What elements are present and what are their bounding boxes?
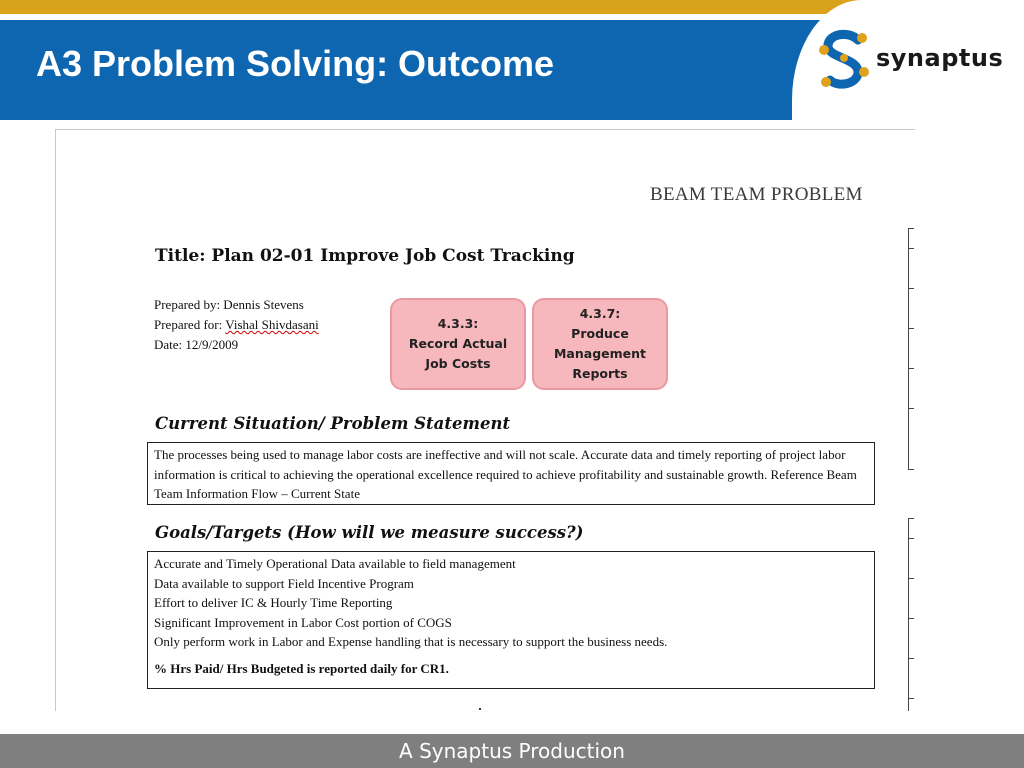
bracket-tick: [908, 368, 914, 369]
prepared-by: Prepared by: Dennis Stevens: [154, 297, 304, 312]
bracket-tick: [908, 408, 914, 409]
current-situation-heading: Current Situation/ Problem Statement: [155, 414, 511, 433]
bracket-tick: [908, 618, 914, 619]
document-date: Date: 12/9/2009: [154, 337, 239, 352]
bracket-tick: [908, 248, 914, 249]
bracket-tick: [908, 698, 914, 699]
current-situation-text: The processes being used to manage labor costs are ineffective and will not scale. Accurate data and timely reporting of project labor information is critical to achieving the operational excellence required to achieve profitability and sustainable growth. Reference Beam Team Information Flow – Current State: [147, 442, 875, 505]
document-meta: [154, 295, 319, 355]
goal-item: Effort to deliver IC & Hourly Time Reporting: [154, 595, 393, 610]
a3-document: [55, 129, 915, 711]
right-column-bracket: [908, 518, 914, 711]
prepared-for: [154, 315, 319, 335]
bracket-tick: [908, 578, 914, 579]
bracket-tick: [908, 288, 914, 289]
goal-item: Accurate and Timely Operational Data available to field management: [154, 556, 516, 571]
goal-item: Only perform work in Labor and Expense handling that is necessary to support the business needs.: [154, 634, 668, 649]
goal-item: Data available to support Field Incentive Program: [154, 575, 414, 591]
process-box-record-job-costs: 4.3.3: Record Actual Job Costs: [390, 298, 526, 390]
slide-title: A3 Problem Solving: Outcome: [36, 43, 555, 84]
goals-box: [147, 551, 875, 689]
synaptus-logo-icon: [818, 28, 870, 92]
prepared-for-label: Prepared for:: [154, 317, 226, 332]
prepared-for-name: Vishal Shivdasani: [225, 317, 319, 332]
document-title: Title: Plan 02-01 Improve Job Cost Tracking: [155, 246, 575, 266]
process-box-management-reports: 4.3.7: Produce Management Reports: [532, 298, 668, 390]
footer-bar: [0, 734, 1024, 768]
logo-wordmark: synaptus: [876, 44, 1004, 72]
goal-item: Significant Improvement in Labor Cost portion of COGS: [154, 614, 452, 630]
bracket-tick: [908, 658, 914, 659]
stray-dot: [479, 708, 481, 710]
goals-heading: Goals/Targets (How will we measure success?): [155, 523, 584, 542]
bracket-tick: [908, 328, 914, 329]
document-heading: BEAM TEAM PROBLEM: [650, 184, 863, 205]
bracket-tick: [908, 538, 914, 539]
footer-text: A Synaptus Production: [399, 739, 625, 763]
goal-metric: % Hrs Paid/ Hrs Budgeted is reported daily for CR1.: [154, 660, 449, 676]
right-column-bracket: [908, 228, 914, 470]
